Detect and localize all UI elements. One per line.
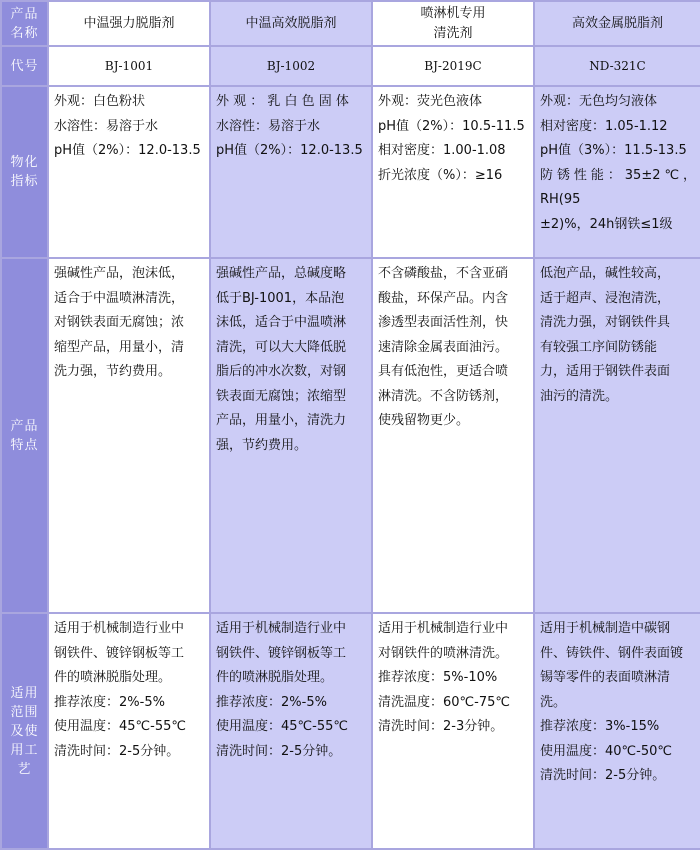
usage-cell-line: 洗。 bbox=[540, 694, 567, 710]
features-cell bbox=[372, 258, 534, 613]
features-cell-line: 产品，用量小，清洗力 bbox=[216, 413, 347, 428]
row-label-text: 艺 bbox=[17, 761, 32, 777]
usage-cell-line: 推荐浓度：3%-15% bbox=[540, 719, 660, 734]
features-cell bbox=[534, 258, 700, 613]
properties-cell-line: 相对密度：1.00-1.08 bbox=[378, 143, 506, 158]
properties-cell-line: pH值（2%）：12.0-13.5 bbox=[54, 143, 201, 158]
properties-cell bbox=[372, 86, 534, 258]
row-label-text: 适用 bbox=[10, 685, 39, 701]
features-cell-line: 油污的清洗。 bbox=[540, 388, 619, 404]
usage-cell-line: 清洗时间：2-5分钟。 bbox=[216, 743, 342, 759]
features-cell-line: 力，适用于钢铁件表面 bbox=[540, 364, 671, 379]
product-name-cell-line: 中温强力脱脂剂 bbox=[83, 15, 175, 31]
features-cell-line: 渗透型表面活性剂，快 bbox=[378, 315, 509, 330]
features-cell-line: 使残留物更少。 bbox=[378, 413, 470, 428]
properties-cell-line: 折光浓度（%）：≥16 bbox=[378, 167, 503, 183]
row-label-text: 特点 bbox=[10, 437, 39, 453]
features-cell-line: 沫低，适合于中温喷淋 bbox=[216, 315, 347, 330]
features-cell-line: 脂后的冲水次数，对钢 bbox=[216, 364, 347, 379]
usage-cell-line: 适用于机械制造中碳钢 bbox=[540, 621, 671, 636]
features-cell-line: 清洗，可以大大降低脱 bbox=[216, 339, 347, 355]
usage-cell bbox=[210, 613, 372, 849]
features-cell bbox=[210, 258, 372, 613]
product-name-cell bbox=[48, 1, 210, 46]
usage-cell-line: 适用于机械制造行业中 bbox=[216, 621, 347, 636]
table-row-name bbox=[1, 1, 700, 46]
properties-cell-line: 外观：无色均匀液体 bbox=[540, 94, 658, 109]
usage-cell-line: 钢铁件、镀锌钢板等工 bbox=[216, 645, 347, 661]
properties-cell-line: 水溶性：易溶于水 bbox=[216, 118, 321, 134]
features-cell-line: 强碱性产品，泡沫低， bbox=[54, 266, 185, 281]
properties-cell bbox=[534, 86, 700, 258]
usage-cell bbox=[534, 613, 700, 849]
features-cell-line: 有较强工序间防锈能 bbox=[540, 339, 658, 355]
features-cell-line: 低于BJ-1001，本品泡 bbox=[216, 290, 345, 306]
properties-cell-line: pH值（2%）：12.0-13.5 bbox=[216, 143, 363, 158]
row-label-text: 名称 bbox=[10, 25, 39, 41]
usage-cell-line: 适用于机械制造行业中 bbox=[378, 621, 509, 636]
properties-cell-line: ±2)%，24h钢铁≤1级 bbox=[540, 216, 673, 232]
usage-cell-line: 件、铸铁件、钢件表面镀 bbox=[540, 645, 684, 661]
features-cell-line: 适合于中温喷淋清洗， bbox=[54, 290, 185, 306]
usage-cell-line: 使用温度：45℃-55℃ bbox=[54, 719, 186, 734]
features-cell-line: 铁表面无腐蚀；浓缩型 bbox=[216, 388, 347, 404]
row-label-code bbox=[1, 46, 48, 86]
row-label-text: 产品 bbox=[10, 6, 39, 22]
properties-cell-line: 水溶性：易溶于水 bbox=[54, 118, 159, 134]
usage-cell-line: 对钢铁件的喷淋清洗。 bbox=[378, 645, 509, 661]
usage-cell-line: 使用温度：40℃-50℃ bbox=[540, 743, 672, 759]
usage-cell-line: 锡等零件的表面喷淋清 bbox=[540, 670, 671, 685]
features-cell-line: 淋清洗。不含防锈剂， bbox=[378, 388, 509, 404]
properties-cell bbox=[48, 86, 210, 258]
table-row-props bbox=[1, 86, 700, 258]
features-cell-line: 强碱性产品，总碱度略 bbox=[216, 266, 347, 281]
product-name-cell bbox=[372, 1, 534, 46]
properties-cell-line: 外 观 ： 乳 白 色 固 体 bbox=[216, 94, 349, 109]
table-row-code bbox=[1, 46, 700, 86]
properties-cell bbox=[210, 86, 372, 258]
features-cell-line: 对钢铁表面无腐蚀；浓 bbox=[54, 315, 185, 330]
row-label-name bbox=[1, 1, 48, 46]
product-name-cell-line: 清洗剂 bbox=[433, 25, 473, 41]
features-cell-line: 强，节约费用。 bbox=[216, 437, 308, 453]
product-code-cell: BJ-2019C bbox=[372, 46, 534, 86]
table-row-usage bbox=[1, 613, 700, 849]
properties-cell-line: pH值（3%）：11.5-13.5 bbox=[540, 143, 687, 158]
features-cell-line: 不含磷酸盐，不含亚硝 bbox=[378, 266, 509, 281]
product-code-cell: ND-321C bbox=[534, 46, 700, 86]
row-label-features bbox=[1, 258, 48, 613]
row-label-usage bbox=[1, 613, 48, 849]
table-row-features bbox=[1, 258, 700, 613]
features-cell-line: 具有低泡性，更适合喷 bbox=[378, 364, 509, 379]
usage-cell bbox=[48, 613, 210, 849]
usage-cell-line: 推荐浓度：2%-5% bbox=[54, 694, 165, 710]
row-label-text: 代号 bbox=[10, 58, 39, 74]
usage-cell-line: 清洗时间：2-5分钟。 bbox=[540, 768, 666, 783]
product-name-cell-line: 喷淋机专用 bbox=[420, 5, 486, 21]
product-name-cell bbox=[534, 1, 700, 46]
row-label-text: 范围 bbox=[10, 704, 39, 720]
features-cell-line: 酸盐，环保产品。内含 bbox=[378, 290, 509, 306]
row-label-text: 及使 bbox=[10, 723, 39, 739]
product-code-cell: BJ-1001 bbox=[48, 46, 210, 86]
features-cell-line: 速清除金属表面油污。 bbox=[378, 339, 509, 355]
product-name-cell bbox=[210, 1, 372, 46]
usage-cell-line: 清洗温度：60℃-75℃ bbox=[378, 694, 510, 710]
usage-cell-line: 钢铁件、镀锌钢板等工 bbox=[54, 645, 185, 661]
product-name-cell-line: 高效金属脱脂剂 bbox=[571, 15, 663, 31]
row-label-text: 物化 bbox=[10, 155, 39, 170]
usage-cell-line: 件的喷淋脱脂处理。 bbox=[54, 670, 172, 685]
features-cell-line: 适于超声、浸泡清洗， bbox=[540, 290, 671, 306]
features-cell-line: 洗力强，节约费用。 bbox=[54, 364, 172, 379]
usage-cell-line: 推荐浓度：2%-5% bbox=[216, 694, 327, 710]
features-cell-line: 清洗力强，对钢铁件具 bbox=[540, 315, 671, 330]
properties-cell-line: 防锈性能：35±2℃，RH(95 bbox=[540, 167, 696, 207]
usage-cell-line: 件的喷淋脱脂处理。 bbox=[216, 670, 334, 685]
usage-cell-line: 清洗时间：2-3分钟。 bbox=[378, 719, 504, 734]
properties-cell-line: 外观：荧光色液体 bbox=[378, 94, 483, 109]
usage-cell-line: 清洗时间：2-5分钟。 bbox=[54, 743, 180, 759]
features-cell-line: 低泡产品，碱性较高， bbox=[540, 266, 671, 281]
properties-cell-line: 相对密度：1.05-1.12 bbox=[540, 118, 668, 134]
product-name-cell-line: 中温高效脱脂剂 bbox=[245, 15, 337, 31]
features-cell bbox=[48, 258, 210, 613]
usage-cell-line: 使用温度：45℃-55℃ bbox=[216, 719, 348, 734]
product-code-cell: BJ-1002 bbox=[210, 46, 372, 86]
row-label-properties bbox=[1, 86, 48, 258]
usage-cell bbox=[372, 613, 534, 849]
usage-cell-line: 推荐浓度：5%-10% bbox=[378, 670, 498, 685]
usage-cell-line: 适用于机械制造行业中 bbox=[54, 621, 185, 636]
row-label-text: 用工 bbox=[10, 742, 39, 758]
properties-cell-line: 外观：白色粉状 bbox=[54, 94, 146, 109]
row-label-text: 指标 bbox=[10, 174, 39, 189]
properties-cell-line: pH值（2%）：10.5-11.5 bbox=[378, 118, 525, 134]
features-cell-line: 缩型产品，用量小，清 bbox=[54, 339, 185, 355]
row-label-text: 产品 bbox=[10, 418, 39, 434]
